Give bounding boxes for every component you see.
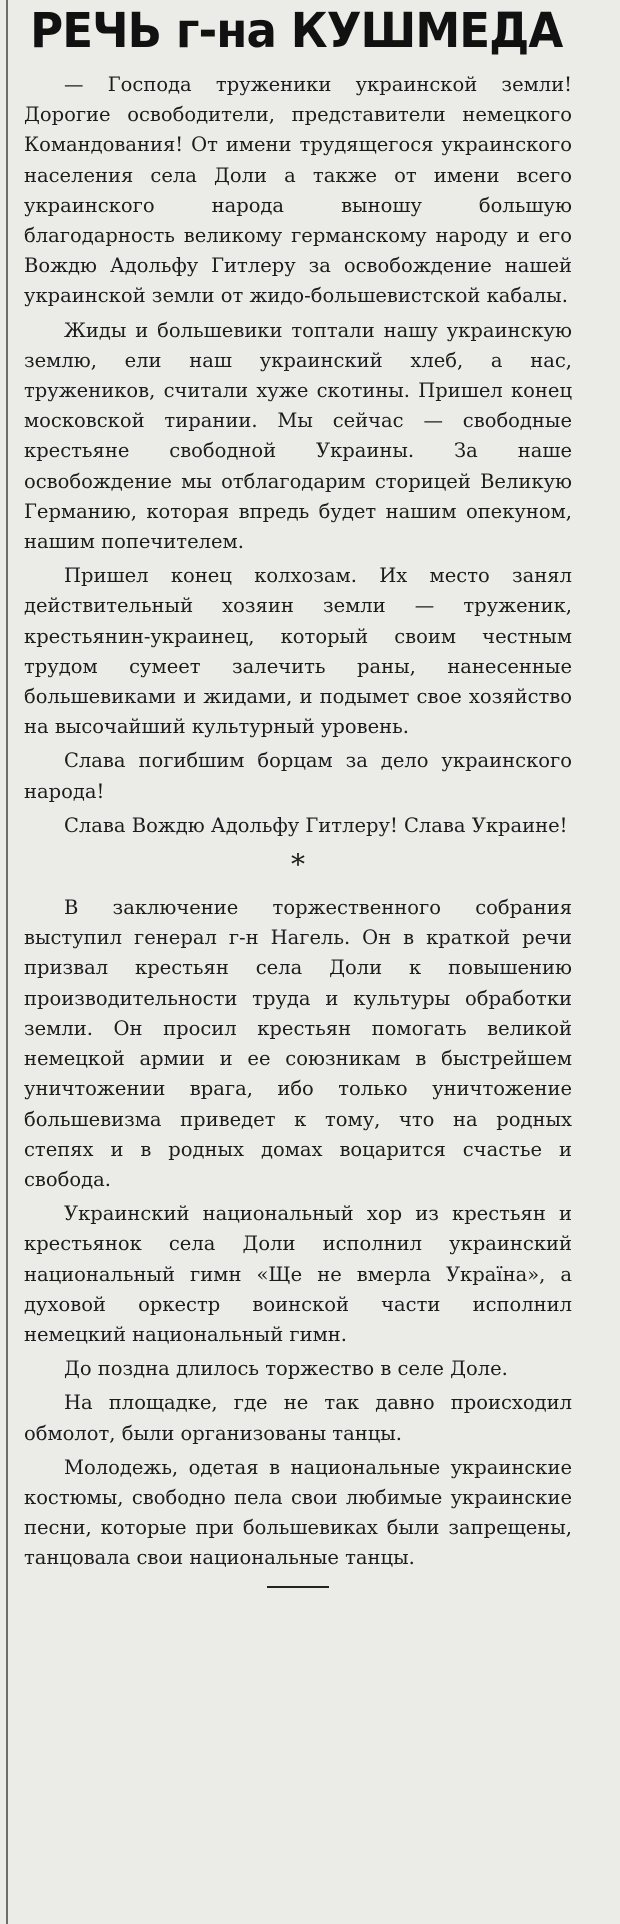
article-body: [24, 70, 572, 1588]
speech-paragraph: Жиды и большевики топтали нашу украинскую землю, ели наш украинский хлеб, а нас, тружеников, считали хуже скотины. Пришел конец московской тирании. Мы сейчас — свободные крестьяне свободной Украины. За наше освобождение мы отблагодарим сторицей Великую Германию, которая впредь будет нашим опекуном, нашим попечителем.: [24, 318, 572, 554]
report-paragraph: На площадке, где не так давно происходил обмолот, были организованы танцы.: [24, 1391, 572, 1445]
speech-paragraph: Слава Вождю Адольфу Гитлеру! Слава Украине!: [64, 813, 568, 837]
section-separator: *: [291, 848, 305, 882]
report-paragraph: Молодежь, одетая в национальные украинские костюмы, свободно пела свои любимые украинские песни, которые при большевиках были запрещены, танцовала свои национальные танцы.: [24, 1455, 572, 1570]
column-rule: [6, 0, 8, 1924]
speech-paragraph: Пришел конец колхозам. Их место занял действительный хозяин земли — труженик, крестьянин-украинец, который своим честным трудом сумеет залечить раны, нанесенные большевиками и жидами, и подымет свое хозяйство на высочайший культурный уровень.: [24, 564, 572, 739]
report-paragraph: В заключение торжественного собрания выступил генерал г-н Нагель. Он в краткой речи призвал крестьян села Доли к повышению производительности труда и культуры обработки земли. Он просил крестьян помогать великой немецкой армии и ее союзникам в быстрейшем уничтожении врага, ибо только уничтожение большевизма приведет к тому, что на родных степях и в родных домах воцарится счастье и свобода.: [24, 896, 572, 1191]
end-rule: [267, 1586, 329, 1588]
speech-paragraph: Слава погибшим борцам за дело украинского народа!: [24, 749, 572, 803]
speech-paragraph: — Господа труженики украинской земли! Дорогие освободители, представители немецкого Командования! От имени трудящегося украинского населения села Доли а также от имени всего украинского народа выношу большую благодарность великому германскому народу и его Вождю Адольфу Гитлеру за освобождение нашей украинской земли от жидо-большевистской кабалы.: [24, 73, 572, 308]
report-paragraph: До поздна длилось торжество в селе Доле.: [64, 1357, 508, 1381]
headline: РЕЧЬ г-на КУШМЕДА: [30, 3, 563, 59]
report-paragraph: Украинский национальный хор из крестьян и крестьянок села Доли исполнил украинский национальный гимн «Ще не вмерла Украïна», а духовой оркестр воинской части исполнил немецкий национальный гимн.: [24, 1202, 572, 1346]
